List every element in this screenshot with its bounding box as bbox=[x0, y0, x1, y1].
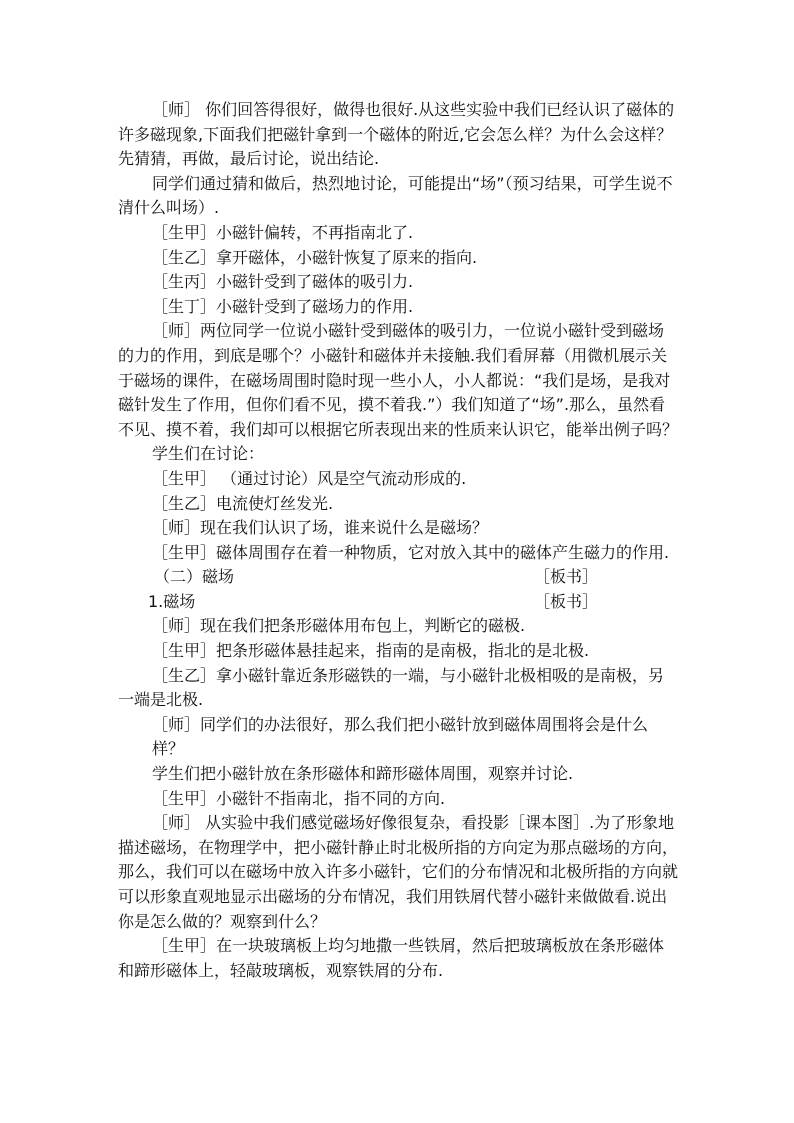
paragraph-teacher-field: ［师］两位同学一位说小磁针受到磁体的吸引力，一位说小磁针受到磁场的力的作用，到底是哪个？小磁针和磁体并未接触.我们看屏幕（用微机展示关于磁场的课件，在磁场周围时隐时现一些小人，小人都说：“我们是场，是我对磁针发生了作用，但你们看不见，摸不着我.”）我们知道了“场”.那么，虽然看不见、摸不着，我们却可以根据它所表现出来的性质来认识它，能举出例子吗？ bbox=[118, 321, 679, 439]
paragraph-students-discuss: 同学们通过猜和做后，热烈地讨论，可能提出“场”（预习结果，可学生说不清什么叫场）. bbox=[118, 173, 673, 218]
dialogue-student-a-definition: ［生甲］磁体周围存在着一种物质，它对放入其中的磁体产生磁力的作用. bbox=[152, 542, 670, 562]
dialogue-teacher-good-methods: ［师］同学们的办法很好，那么我们把小磁针放到磁体周围将会是什么样？ bbox=[152, 714, 649, 759]
blackboard-note: ［板书］ bbox=[533, 591, 598, 611]
dialogue-teacher-wrapped-magnet: ［师］现在我们把条形磁体用布包上，判断它的磁极. bbox=[152, 616, 526, 636]
dialogue-student-b-current: ［生乙］电流使灯丝发光. bbox=[152, 493, 334, 513]
dialogue-student-a-hang: ［生甲］把条形磁体悬挂起来，指南的是南极，指北的是北极. bbox=[152, 641, 590, 661]
dialogue-student-b-compass: ［生乙］拿小磁针靠近条形磁铁的一端，与小磁针北极相吸的是南极，另一端是北极. bbox=[118, 665, 665, 710]
dialogue-student-a-wind: ［生甲］ （通过讨论）风是空气流动形成的. bbox=[152, 468, 467, 488]
paragraph-students-observe: 学生们把小磁针放在条形磁体和蹄形磁体周围，观察并讨论. bbox=[152, 764, 574, 784]
paragraph-teacher-intro: ［师］ 你们回答得很好，做得也很好.从这些实验中我们已经认识了磁体的许多磁现象,下面我们把磁针拿到一个磁体的附近,它会怎么样？为什么会这样？先猜猜，再做，最后讨论，说出结论. bbox=[118, 100, 675, 169]
dialogue-student-d: ［生丁］小磁针受到了磁场力的作用. bbox=[152, 296, 414, 316]
dialogue-student-b: ［生乙］拿开磁体，小磁针恢复了原来的指向. bbox=[152, 247, 478, 267]
dialogue-student-a-directions: ［生甲］小磁针不指南北，指不同的方向. bbox=[152, 788, 446, 808]
paragraph-teacher-iron-filings: ［师］ 从实验中我们感觉磁场好像很复杂，看投影［课本图］.为了形象地描述磁场，在物理学中，把小磁针静止时北极所指的方向定为那点磁场的方向，那么，我们可以在磁场中放入许多小磁针，它们的分布情况和北极所指的方向就可以形象直观地显示出磁场的分布情况，我们用铁屑代替小磁针来做做看.说出你是怎么做的？观察到什么？ bbox=[118, 813, 679, 931]
paragraph-students-discussing: 学生们在讨论： bbox=[152, 444, 265, 464]
blackboard-note: ［板书］ bbox=[533, 567, 598, 587]
paragraph-student-a-procedure: ［生甲］在一块玻璃板上均匀地撒一些铁屑，然后把玻璃板放在条形磁体和蹄形磁体上，轻敲玻璃板，观察铁屑的分布. bbox=[118, 936, 665, 980]
document-body bbox=[118, 98, 678, 983]
dialogue-student-a: ［生甲］小磁针偏转，不再指南北了. bbox=[152, 222, 414, 242]
section-heading-title: （二）磁场 bbox=[154, 567, 235, 587]
subsection-heading-title: 1.磁场 bbox=[148, 591, 196, 611]
subsection-heading-magnetic-field bbox=[118, 590, 678, 615]
dialogue-student-c: ［生丙］小磁针受到了磁体的吸引力. bbox=[152, 272, 414, 292]
section-heading-magnetic-field bbox=[118, 565, 678, 590]
dialogue-teacher-question: ［师］现在我们认识了场，谁来说什么是磁场？ bbox=[152, 518, 489, 538]
